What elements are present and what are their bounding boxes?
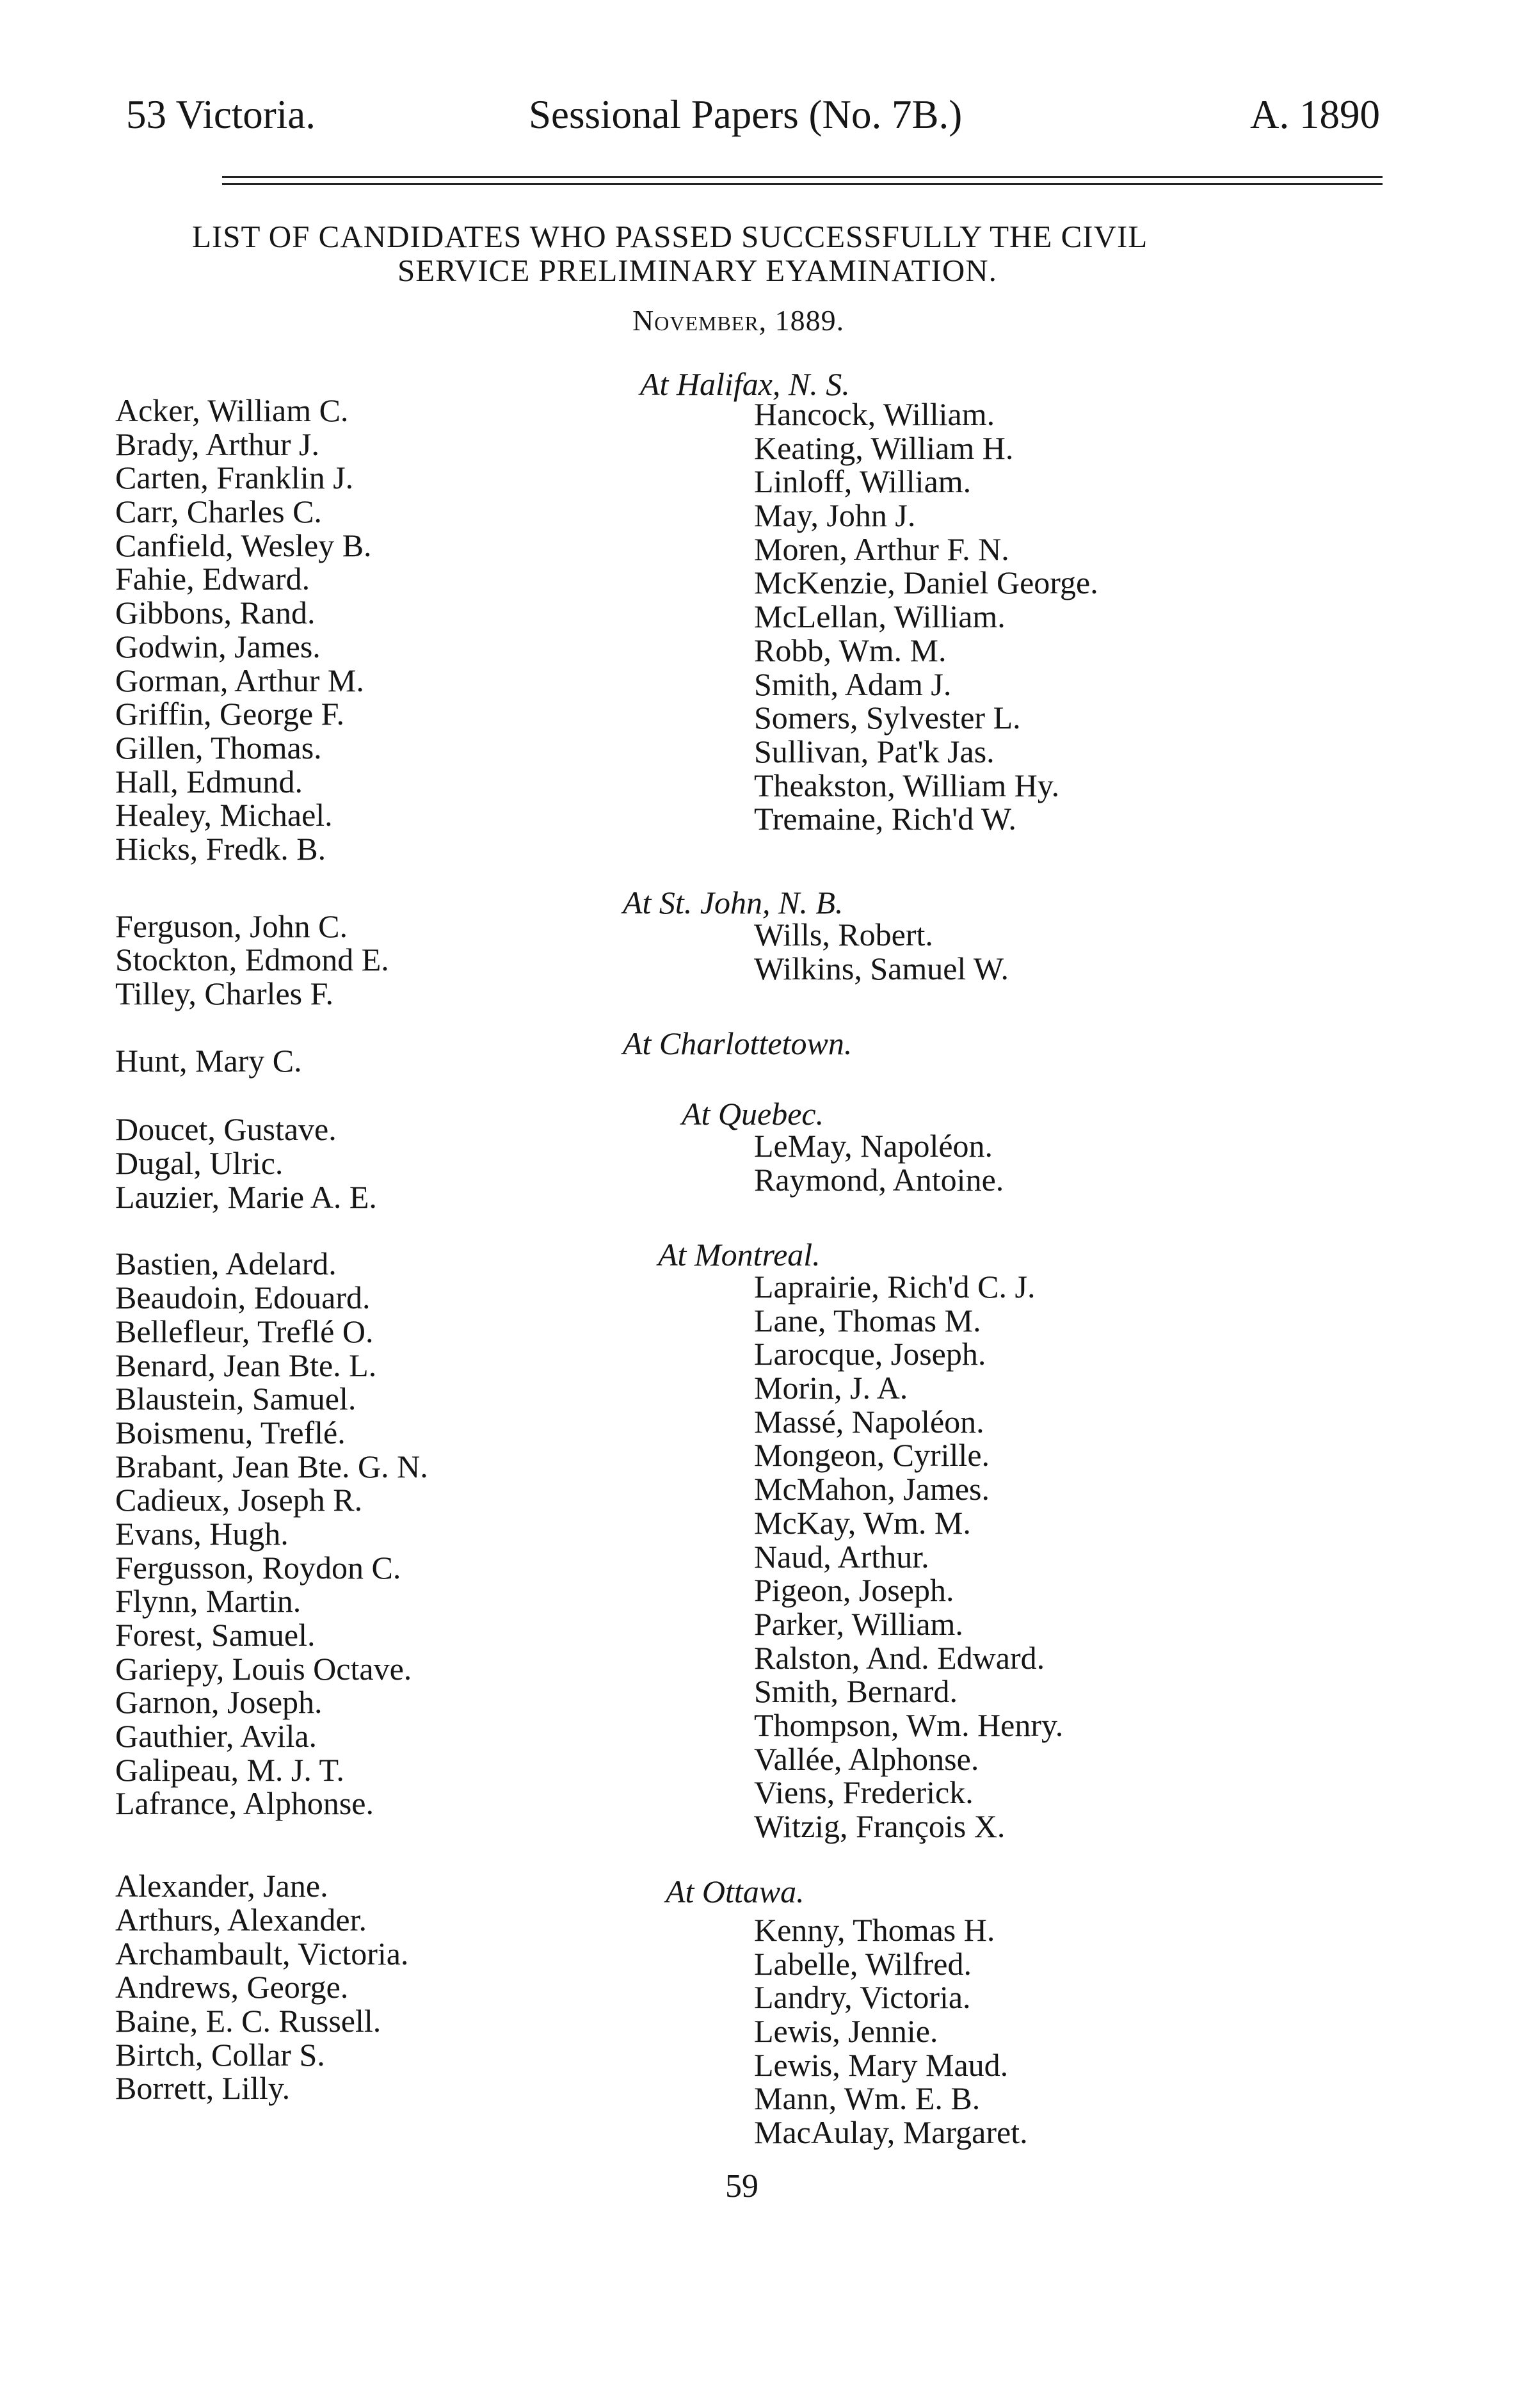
- candidate-name: Gillen, Thomas.: [115, 729, 322, 766]
- candidate-name: Tremaine, Rich'd W.: [754, 801, 1016, 837]
- candidate-name: Fahie, Edward.: [115, 561, 310, 597]
- header-sessional-papers: Sessional Papers (No. 7B.): [529, 92, 963, 137]
- header-rule-top: [222, 176, 1383, 178]
- header-volume: 53 Victoria.: [126, 92, 316, 137]
- candidate-name: McMahon, James.: [754, 1471, 990, 1507]
- candidate-name: Mann, Wm. E. B.: [754, 2080, 981, 2117]
- candidate-name: Doucet, Gustave.: [115, 1111, 337, 1148]
- candidate-name: Wilkins, Samuel W.: [754, 950, 1009, 986]
- candidate-name: Gariepy, Louis Octave.: [115, 1650, 412, 1687]
- candidate-name: Gorman, Arthur M.: [115, 662, 364, 698]
- exam-date: November, 1889.: [632, 304, 845, 337]
- left-group-6: [115, 1869, 428, 2105]
- title-line-2: SERVICE PRELIMINARY EYAMINATION.: [397, 253, 997, 288]
- candidate-name: Thompson, Wm. Henry.: [754, 1707, 1064, 1743]
- candidate-name: Carten, Franklin J.: [115, 460, 354, 496]
- candidate-name: Forest, Samuel.: [115, 1617, 316, 1653]
- candidate-name: Canfield, Wesley B.: [115, 527, 372, 563]
- candidate-name: Benard, Jean Bte. L.: [115, 1347, 377, 1383]
- left-group-1: [115, 394, 428, 866]
- candidate-name: Somers, Sylvester L.: [754, 700, 1021, 736]
- candidate-name: Cadieux, Joseph R.: [115, 1482, 363, 1518]
- candidate-name: Pigeon, Joseph.: [754, 1572, 954, 1609]
- candidate-name: Gibbons, Rand.: [115, 595, 316, 631]
- candidate-name: Ferguson, John C.: [115, 908, 348, 944]
- candidate-name: Sullivan, Pat'k Jas.: [754, 733, 995, 769]
- left-group-4: [115, 1113, 428, 1214]
- ottawa-list: [754, 1913, 1028, 2149]
- candidate-name: Labelle, Wilfred.: [754, 1945, 972, 1982]
- header-rule-bottom: [222, 183, 1383, 185]
- candidate-name: Brady, Arthur J.: [115, 426, 319, 462]
- candidate-name: Massé, Napoléon.: [754, 1403, 984, 1440]
- candidate-name: Landry, Victoria.: [754, 1979, 971, 2016]
- candidate-name: Flynn, Martin.: [115, 1583, 301, 1619]
- candidate-name: Hall, Edmund.: [115, 763, 303, 799]
- candidate-name: McKay, Wm. M.: [754, 1504, 971, 1541]
- halifax-list: [754, 398, 1098, 836]
- candidate-name: Parker, William.: [754, 1605, 963, 1642]
- candidate-name: Birtch, Collar S.: [115, 2036, 325, 2073]
- candidate-name: Godwin, James.: [115, 628, 321, 664]
- header-year: A. 1890: [1250, 92, 1380, 137]
- candidate-name: Keating, William H.: [754, 430, 1014, 466]
- candidate-name: Tilley, Charles F.: [115, 976, 333, 1011]
- candidate-name: Hancock, William.: [754, 396, 995, 432]
- left-group-2: [115, 910, 428, 1011]
- section-heading-halifax: At Halifax, N. S.: [640, 366, 850, 402]
- candidate-name: MacAulay, Margaret.: [754, 2114, 1028, 2151]
- section-heading-ottawa: At Ottawa.: [666, 1874, 805, 1909]
- candidate-name: Stockton, Edmond E.: [115, 942, 389, 978]
- candidate-name: Viens, Frederick.: [754, 1774, 974, 1811]
- candidate-name: Griffin, George F.: [115, 696, 344, 732]
- candidate-name: Morin, J. A.: [754, 1370, 908, 1406]
- candidate-name: Bellefleur, Treflé O.: [115, 1313, 374, 1349]
- candidate-name: Garnon, Joseph.: [115, 1684, 323, 1721]
- candidate-name: Lewis, Mary Maud.: [754, 2046, 1009, 2083]
- candidate-name: Archambault, Victoria.: [115, 1935, 409, 1972]
- candidate-name: Healey, Michael.: [115, 797, 333, 833]
- candidate-name: Witzig, François X.: [754, 1808, 1006, 1844]
- candidate-name: Hunt, Mary C.: [115, 1042, 302, 1079]
- candidate-name: Theakston, William Hy.: [754, 767, 1060, 803]
- candidate-name: Vallée, Alphonse.: [754, 1740, 979, 1777]
- candidate-name: Wills, Robert.: [754, 917, 933, 952]
- candidate-name: Laprairie, Rich'd C. J.: [754, 1269, 1036, 1305]
- candidate-name: Lane, Thomas M.: [754, 1302, 981, 1338]
- page-number: 59: [725, 2168, 758, 2205]
- candidate-name: Brabant, Jean Bte. G. N.: [115, 1448, 428, 1484]
- candidate-name: Evans, Hugh.: [115, 1515, 289, 1552]
- candidate-name: Ralston, And. Edward.: [754, 1639, 1045, 1676]
- candidate-name: Kenny, Thomas H.: [754, 1912, 995, 1948]
- candidate-name: Lewis, Jennie.: [754, 2013, 938, 2050]
- montreal-list: [754, 1270, 1063, 1844]
- candidate-name: Acker, William C.: [115, 392, 349, 428]
- section-heading-st-john: At St. John, N. B.: [623, 885, 844, 920]
- candidate-name: Smith, Adam J.: [754, 666, 952, 702]
- candidate-name: Andrews, George.: [115, 1969, 349, 2005]
- section-heading-montreal: At Montreal.: [658, 1237, 821, 1273]
- section-heading-quebec: At Quebec.: [682, 1096, 824, 1132]
- title-line-1: LIST OF CANDIDATES WHO PASSED SUCCESSFULLY THE CIVIL: [192, 219, 1148, 254]
- candidate-name: Hicks, Fredk. B.: [115, 830, 326, 867]
- candidate-name: Naud, Arthur.: [754, 1538, 929, 1575]
- candidate-name: Linloff, William.: [754, 463, 972, 500]
- candidate-name: Gauthier, Avila.: [115, 1718, 317, 1755]
- candidate-name: LeMay, Napoléon.: [754, 1128, 993, 1164]
- candidate-name: Galipeau, M. J. T.: [115, 1751, 344, 1788]
- candidate-name: Lafrance, Alphonse.: [115, 1785, 374, 1822]
- candidate-name: Mongeon, Cyrille.: [754, 1437, 990, 1474]
- section-heading-charlottetown: At Charlottetown.: [623, 1025, 853, 1061]
- candidate-name: Moren, Arthur F. N.: [754, 531, 1009, 567]
- st-john-list: [754, 918, 1009, 985]
- left-group-5: [115, 1247, 428, 1820]
- candidate-name: Carr, Charles C.: [115, 494, 322, 530]
- candidate-name: Boismenu, Treflé.: [115, 1414, 346, 1450]
- candidate-name: Baine, E. C. Russell.: [115, 2002, 381, 2039]
- candidate-name: Fergusson, Roydon C.: [115, 1549, 401, 1586]
- candidate-name: Dugal, Ulric.: [115, 1145, 284, 1182]
- candidate-name: Blaustein, Samuel.: [115, 1381, 357, 1417]
- candidate-name: Borrett, Lilly.: [115, 2070, 291, 2107]
- candidate-name: McLellan, William.: [754, 598, 1006, 635]
- candidate-name: May, John J.: [754, 497, 916, 534]
- candidate-name: Beaudoin, Edouard.: [115, 1280, 371, 1316]
- candidate-name: Alexander, Jane.: [115, 1868, 328, 1904]
- candidate-name: Lauzier, Marie A. E.: [115, 1178, 377, 1215]
- candidate-name: Bastien, Adelard.: [115, 1246, 337, 1282]
- candidate-name: Arthurs, Alexander.: [115, 1901, 367, 1938]
- quebec-list: [754, 1129, 1004, 1196]
- candidate-name: Robb, Wm. M.: [754, 632, 947, 668]
- candidate-name: Smith, Bernard.: [754, 1673, 958, 1710]
- left-column: [115, 394, 428, 2105]
- left-group-3: [115, 1044, 428, 1078]
- candidate-name: Raymond, Antoine.: [754, 1161, 1004, 1198]
- candidate-name: Larocque, Joseph.: [754, 1336, 986, 1372]
- candidate-name: McKenzie, Daniel George.: [754, 565, 1098, 601]
